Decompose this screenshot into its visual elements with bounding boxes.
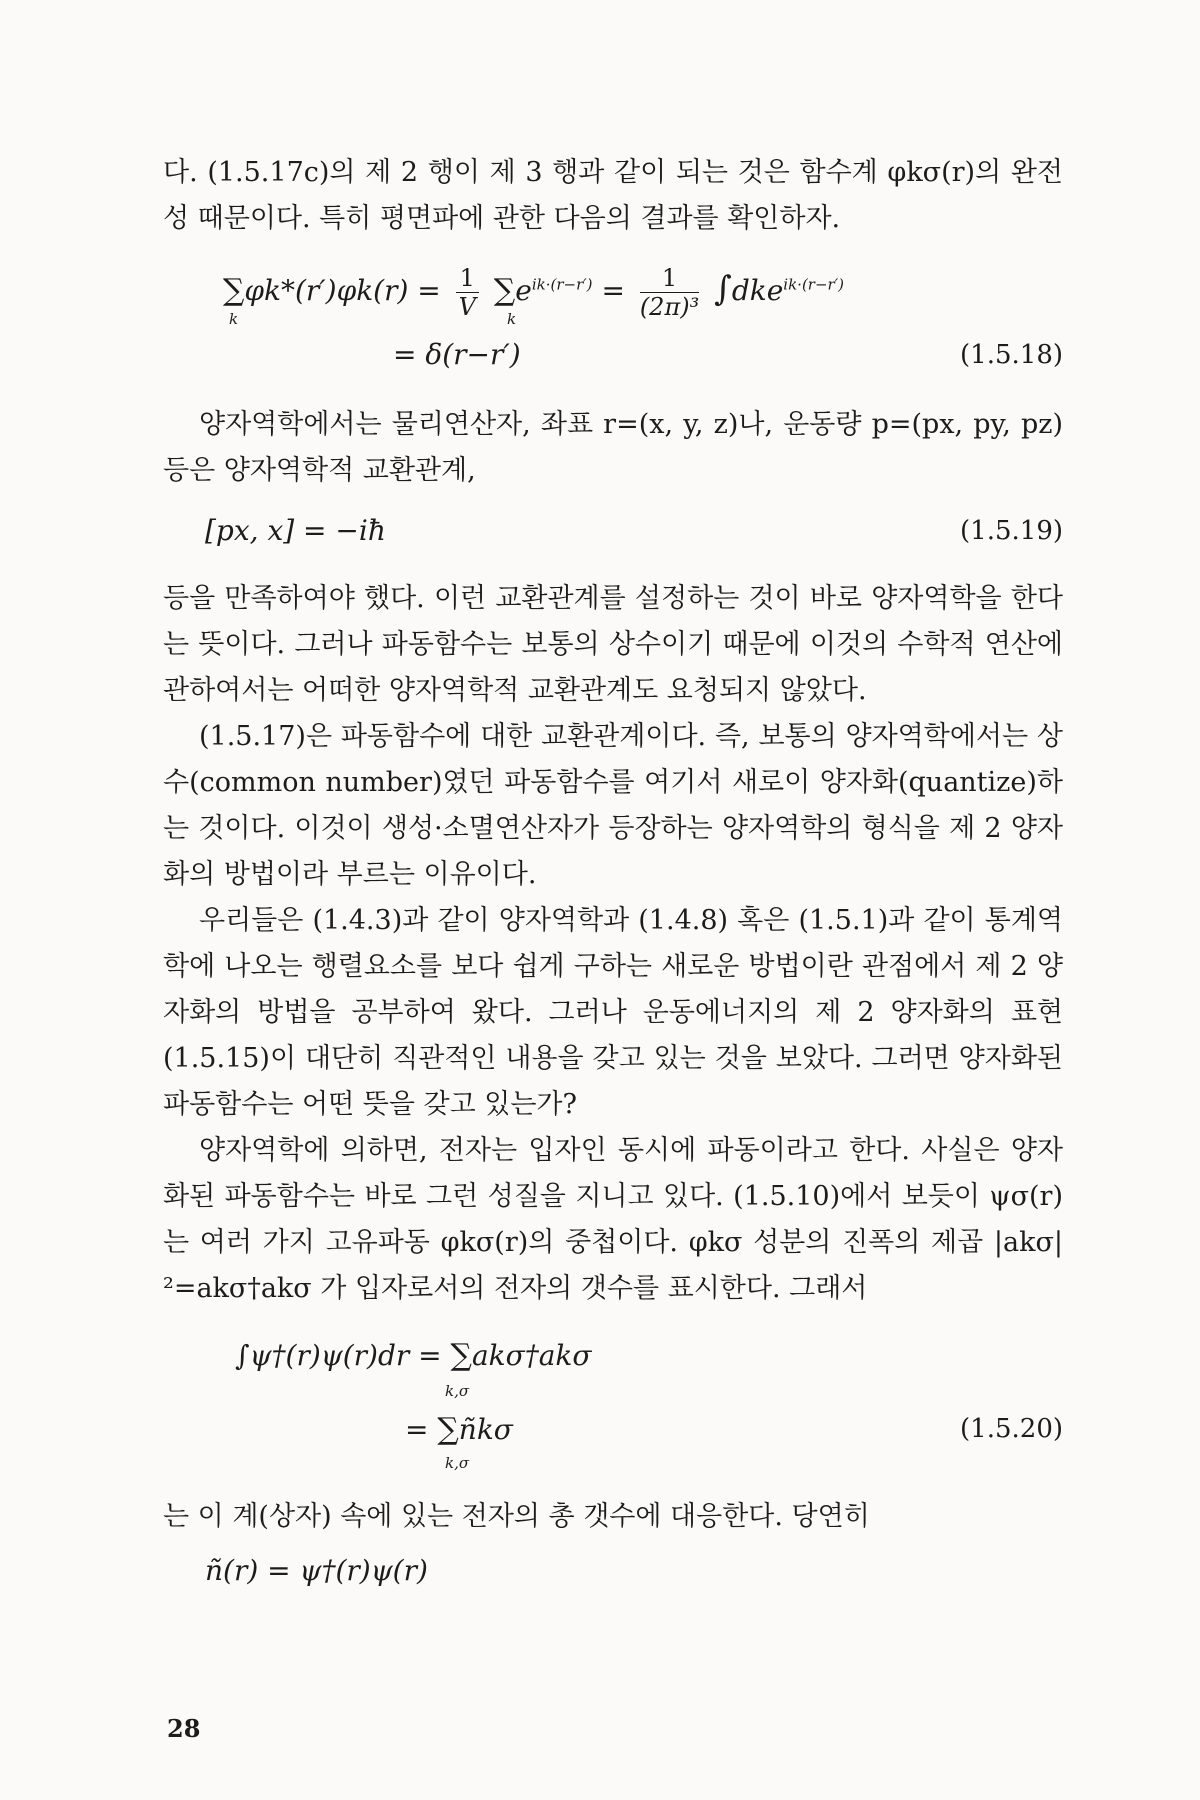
eq18-lhs: φk*(r′)φk(r) = [244,274,441,307]
sum-symbol: ∑ [450,1338,472,1373]
frac-denominator: V [458,293,476,321]
equation-1-5-20 [163,1328,1063,1478]
eq21-body: ñ(r) = ψ†(r)ψ(r) [205,1554,428,1587]
equation-1-5-18 [163,256,1063,386]
frac-numerator: 1 [456,264,479,293]
paragraph-1: 다. (1.5.17c)의 제 2 행이 제 3 행과 같이 되는 것은 함수계 φkσ(r)의 완전성 때문이다. 특히 평면파에 관한 다음의 결과를 확인하자. [163,157,1063,234]
eq18-fraction-1 [456,264,479,321]
eq18-dk-exponent: ik·(r−r′) [783,275,844,294]
frac-denominator: (2π)³ [639,293,700,321]
eq18-exp-base: e [515,274,532,307]
eq18-exponent: ik·(r−r′) [531,275,593,294]
eq20-rhs-2: ñkσ [458,1413,513,1446]
paragraph-6: 양자역학에 의하면, 전자는 입자인 동시에 파동이라고 한다. 사실은 양자화된 파동함수는 바로 그런 성질을 지니고 있다. (1.5.10)에서 보듯이 ψσ(r)는 여러 가지 고유파동 φkσ(r)의 중첩이다. φkσ 성분의 진폭의 제곱 |akσ|²=akσ†akσ 가 입자로서의 전자의 갯수를 표시한다. 그래서 [163,1135,1063,1304]
eq20-equals: = [405,1413,429,1446]
equation-number: (1.5.18) [960,340,1063,370]
equation-number: (1.5.19) [960,516,1063,546]
sum-symbol: ∑ [223,273,245,308]
paragraph-7: 는 이 계(상자) 속에 있는 전자의 총 갯수에 대응한다. 당연히 [163,1501,870,1532]
frac-numerator: 1 [640,264,699,293]
equation-number: (1.5.20) [960,1414,1063,1444]
eq18-fraction-2 [640,264,699,321]
sum-index: k,σ [445,1382,470,1400]
eq18-equals: = [601,274,625,307]
equation-1-5-19 [163,504,1063,566]
sum-index: k,σ [445,1454,470,1472]
paragraph-3: 등을 만족하여야 했다. 이런 교환관계를 설정하는 것이 바로 양자역학을 한다는 뜻이다. 그러나 파동함수는 보통의 상수이기 때문에 이것의 수학적 연산에 관하여서는 어떠한 양자역학적 교환관계도 요청되지 않았다. [163,583,1063,706]
sum-index: k [229,310,239,328]
paragraph-2: 양자역학에서는 물리연산자, 좌표 r=(x, y, z)나, 운동량 p=(px, py, pz) 등은 양자역학적 교환관계, [163,409,1063,486]
eq18-line2: = δ(r−r′) [393,338,521,371]
page-number: 28 [167,1714,201,1743]
paragraph-4: (1.5.17)은 파동함수에 대한 교환관계이다. 즉, 보통의 양자역학에서는 상수(common number)였던 파동함수를 여기서 새로이 양자화(quantize)하는 것이다. 이것이 생성·소멸연산자가 등장하는 양자역학의 형식을 제 2 양자화의 방법이라 부르는 이유이다. [163,721,1063,890]
eq20-rhs-1: akσ†akσ [471,1339,592,1372]
sum-symbol: ∑ [493,273,516,308]
eq19-body: [px, x] = −iħ [205,514,386,547]
integral-symbol: ∫ [714,269,732,309]
sum-index: k [507,310,517,328]
paragraph-5: 우리들은 (1.4.3)과 같이 양자역학과 (1.4.8) 혹은 (1.5.1)과 같이 통계역학에 나오는 행렬요소를 보다 쉽게 구하는 새로운 방법이란 관점에서 제 2 양자화의 방법을 공부하여 왔다. 그러나 운동에너지의 제 2 양자화의 표현 (1.5.15)이 대단히 직관적인 내용을 갖고 있는 것을 보았다. 그러면 양자화된 파동함수는 어떤 뜻을 갖고 있는가? [163,905,1063,1120]
page-body [163,150,1063,1604]
eq20-lhs: ∫ψ†(r)ψ(r)dr = [235,1339,442,1372]
equation-n-density [163,1548,1063,1604]
sum-symbol: ∑ [437,1412,459,1447]
eq18-dk: dke [731,274,784,307]
